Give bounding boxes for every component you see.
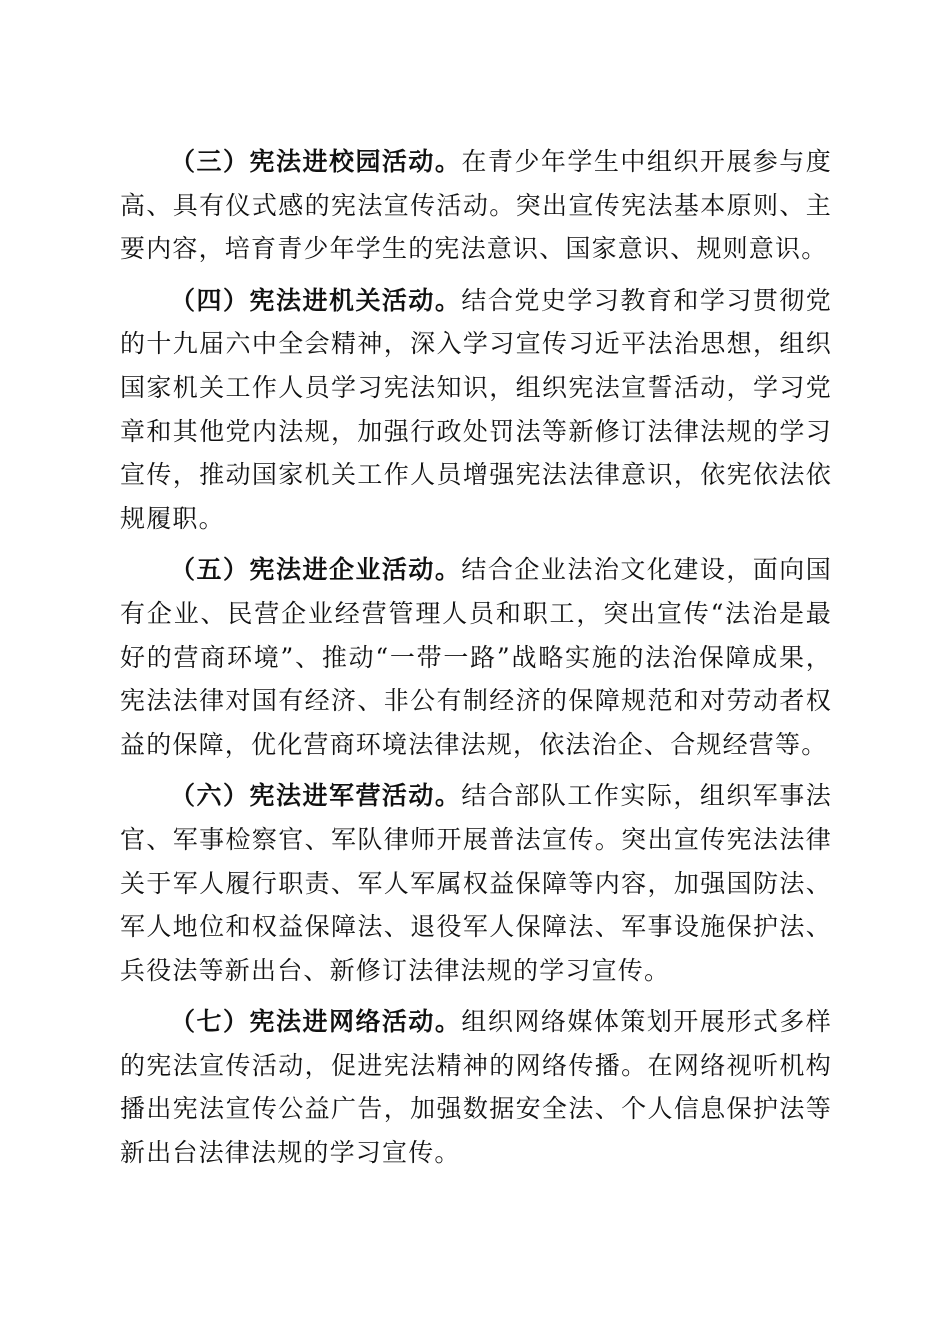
paragraph-network <box>120 1000 832 1174</box>
paragraph-military <box>120 774 832 992</box>
paragraph-heading: （七）宪法进网络活动。 <box>170 1007 462 1037</box>
paragraph-heading: （五）宪法进企业活动。 <box>170 555 462 585</box>
paragraph-text: 组织网络媒体策划开展形式多样的宪法宣传活动，促进宪法精神的网络传播。在网络视听机构播出宪法宣传公益广告，加强数据安全法、个人信息保护法等新出台法律法规的学习宣传。 <box>120 1007 832 1168</box>
paragraph-text: 结合党史学习教育和学习贯彻党的十九届六中全会精神，深入学习宣传习近平法治思想，组织国家机关工作人员学习宪法知识，组织宪法宣誓活动，学习党章和其他党内法规，加强行政处罚法等新修订法律法规的学习宣传，推动国家机关工作人员增强宪法法律意识，依宪依法依规履职。 <box>120 285 832 533</box>
paragraph-text: 结合部队工作实际，组织军事法官、军事检察官、军队律师开展普法宣传。突出宣传宪法法律关于军人履行职责、军人军属权益保障等内容，加强国防法、军人地位和权益保障法、退役军人保障法、军事设施保护法、兵役法等新出台、新修订法律法规的学习宣传。 <box>120 781 832 985</box>
paragraph-government <box>120 279 832 541</box>
paragraph-text: 在青少年学生中组织开展参与度高、具有仪式感的宪法宣传活动。突出宣传宪法基本原则、主要内容，培育青少年学生的宪法意识、国家意识、规则意识。 <box>120 147 832 264</box>
document-body <box>120 140 832 1183</box>
paragraph-enterprise <box>120 548 832 766</box>
paragraph-heading: （六）宪法进军营活动。 <box>170 781 462 811</box>
paragraph-text: 结合企业法治文化建设，面向国有企业、民营企业经营管理人员和职工，突出宣传“法治是最好的营商环境”、推动“一带一路”战略实施的法治保障成果，宪法法律对国有经济、非公有制经济的保障规范和对劳动者权益的保障，优化营商环境法律法规，依法治企、合规经营等。 <box>120 555 832 759</box>
paragraph-heading: （三）宪法进校园活动。 <box>170 147 462 176</box>
paragraph-campus <box>120 140 832 271</box>
paragraph-heading: （四）宪法进机关活动。 <box>170 285 462 315</box>
